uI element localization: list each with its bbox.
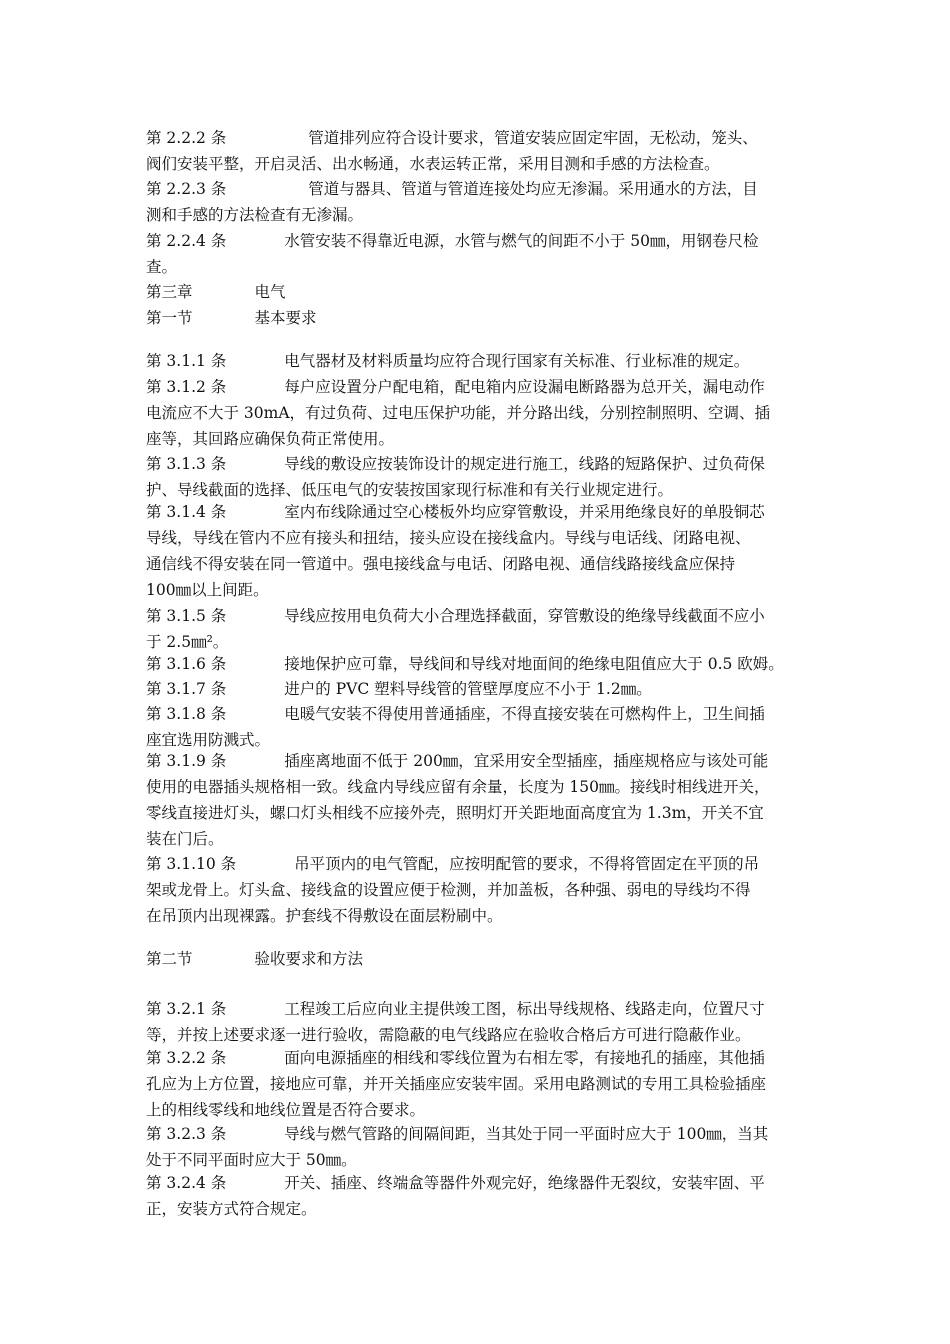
clause-3-1-2 xyxy=(146,374,810,452)
clause-2-2-3 xyxy=(146,176,810,228)
clause-text: 开关、插座、终端盒等器件外观完好，绝缘器件无裂纹，安装牢固、平 xyxy=(284,1174,765,1192)
clause-text: 导线，导线在管内不应有接头和扭结，接头应设在接线盒内。导线与电话线、闭路电视、 xyxy=(146,529,751,547)
clause-text: 座宜选用防溅式。 xyxy=(146,731,271,749)
clause-number: 第 3.1.1 条 xyxy=(146,352,227,370)
clause-number: 第 3.1.2 条 xyxy=(146,378,227,396)
chapter-number: 第三章 xyxy=(146,283,193,301)
clause-number: 第 2.2.3 条 xyxy=(146,180,227,198)
section-heading xyxy=(146,946,810,972)
clause-number: 第 3.2.2 条 xyxy=(146,1049,227,1067)
clause-text: 室内布线除通过空心楼板外均应穿管敷设，并采用绝缘良好的单股铜芯 xyxy=(284,503,765,521)
clause-text: 面向电源插座的相线和零线位置为右相左零，有接地孔的插座，其他插 xyxy=(284,1049,765,1067)
clause-text: 座等，其回路应确保负荷正常使用。 xyxy=(146,430,395,448)
clause-text: 电流应不大于 30mA，有过负荷、过电压保护功能，并分路出线，分别控制照明、空调、插 xyxy=(146,404,771,422)
clause-number: 第 3.1.8 条 xyxy=(146,705,227,723)
section-title: 基本要求 xyxy=(254,309,317,327)
clause-3-1-1 xyxy=(146,348,810,374)
clause-number: 第 3.1.10 条 xyxy=(146,855,237,873)
clause-text: 架或龙骨上。灯头盒、接线盒的设置应便于检测，并加盖板，各种强、弱电的导线均不得 xyxy=(146,881,751,899)
clause-2-2-4 xyxy=(146,228,810,280)
clause-text: 阀们安装平整，开启灵活、出水畅通，水表运转正常，采用目测和手感的方法检查。 xyxy=(146,155,720,173)
clause-3-2-1 xyxy=(146,996,810,1048)
clause-number: 第 3.2.1 条 xyxy=(146,1000,227,1018)
clause-text: 管道排列应符合设计要求，管道安装应固定牢固，无松动，笼头、 xyxy=(308,129,758,147)
clause-3-1-6 xyxy=(146,651,810,677)
clause-text: 导线与燃气管路的间隔间距，当其处于同一平面时应大于 100㎜，当其 xyxy=(284,1125,769,1143)
clause-3-1-9 xyxy=(146,748,810,852)
clause-3-1-4 xyxy=(146,499,810,603)
clause-3-1-3 xyxy=(146,451,810,503)
clause-text: 吊平顶内的电气管配，应按明配管的要求，不得将管固定在平顶的吊 xyxy=(294,855,760,873)
clause-text: 导线应按用电负荷大小合理选择截面，穿管敷设的绝缘导线截面不应小 xyxy=(284,607,765,625)
section-number: 第二节 xyxy=(146,950,193,968)
clause-text: 测和手感的方法检查有无渗漏。 xyxy=(146,206,364,224)
clause-text: 插座离地面不低于 200㎜，宜采用安全型插座，插座规格应与该处可能 xyxy=(284,752,769,770)
clause-3-2-4 xyxy=(146,1170,810,1222)
clause-number: 第 3.1.4 条 xyxy=(146,503,227,521)
clause-3-1-5 xyxy=(146,603,810,655)
section-number: 第一节 xyxy=(146,309,193,327)
clause-number: 第 3.2.4 条 xyxy=(146,1174,227,1192)
clause-number: 第 3.1.5 条 xyxy=(146,607,227,625)
clause-text: 电暖气安装不得使用普通插座，不得直接安装在可燃构件上，卫生间插 xyxy=(284,705,765,723)
clause-number: 第 2.2.4 条 xyxy=(146,232,227,250)
clause-text: 导线的敷设应按装饰设计的规定进行施工，线路的短路保护、过负荷保 xyxy=(284,455,765,473)
clause-3-1-8 xyxy=(146,701,810,753)
clause-number: 第 3.1.6 条 xyxy=(146,655,227,673)
clause-text: 接地保护应可靠，导线间和导线对地面间的绝缘电阻值应大于 0.5 欧姆。 xyxy=(284,655,784,673)
section-title: 验收要求和方法 xyxy=(254,950,364,968)
clause-text: 上的相线零线和地线位置是否符合要求。 xyxy=(146,1101,426,1119)
clause-text: 孔应为上方位置，接地应可靠，并开关插座应安装牢固。采用电路测试的专用工具检验插座 xyxy=(146,1075,767,1093)
clause-number: 第 3.1.3 条 xyxy=(146,455,227,473)
clause-3-1-7 xyxy=(146,676,810,702)
clause-text: 装在门后。 xyxy=(146,830,224,848)
clause-text: 在吊顶内出现裸露。护套线不得敷设在面层粉刷中。 xyxy=(146,907,503,925)
clause-text: 通信线不得安装在同一管道中。强电接线盒与电话、闭路电视、通信线路接线盒应保持 xyxy=(146,555,736,573)
clause-text: 管道与器具、管道与管道连接处均应无渗漏。采用通水的方法，目 xyxy=(308,180,758,198)
clause-text: 100㎜以上间距。 xyxy=(146,581,269,599)
clause-text: 每户应设置分户配电箱，配电箱内应设漏电断路器为总开关，漏电动作 xyxy=(284,378,765,396)
clause-text: 零线直接进灯头，螺口灯头相线不应接外壳，照明灯开关距地面高度宜为 1.3m，开关不宜 xyxy=(146,804,764,822)
clause-text: 等，并按上述要求逐一进行验收，需隐蔽的电气线路应在验收合格后方可进行隐蔽作业。 xyxy=(146,1026,751,1044)
clause-number: 第 3.1.9 条 xyxy=(146,752,227,770)
clause-3-2-2 xyxy=(146,1045,810,1123)
clause-text: 工程竣工后应向业主提供竣工图，标出导线规格、线路走向，位置尺寸 xyxy=(284,1000,765,1018)
chapter-heading xyxy=(146,279,810,331)
chapter-title: 电气 xyxy=(254,283,286,301)
clause-text: 使用的电器插头规格相一致。线盒内导线应留有余量，长度为 150㎜。接线时相线进开关， xyxy=(146,778,770,796)
clause-text: 处于不同平面时应大于 50㎜。 xyxy=(146,1151,357,1169)
clause-text: 查。 xyxy=(146,258,178,276)
clause-number: 第 2.2.2 条 xyxy=(146,129,227,147)
clause-text: 正，安装方式符合规定。 xyxy=(146,1200,317,1218)
clause-3-2-3 xyxy=(146,1121,810,1173)
clause-3-1-10 xyxy=(146,851,810,929)
clause-text: 电气器材及材料质量均应符合现行国家有关标准、行业标准的规定。 xyxy=(284,352,750,370)
clause-number: 第 3.1.7 条 xyxy=(146,680,227,698)
clause-text: 于 2.5㎜²。 xyxy=(146,633,229,651)
clause-text: 护、导线截面的选择、低压电气的安装按国家现行标准和有关行业规定进行。 xyxy=(146,481,674,499)
clause-number: 第 3.2.3 条 xyxy=(146,1125,227,1143)
clause-2-2-2 xyxy=(146,125,810,177)
clause-text: 水管安装不得靠近电源，水管与燃气的间距不小于 50㎜，用钢卷尺检 xyxy=(284,232,759,250)
clause-text: 进户的 PVC 塑料导线管的管壁厚度应不小于 1.2㎜。 xyxy=(284,680,652,698)
